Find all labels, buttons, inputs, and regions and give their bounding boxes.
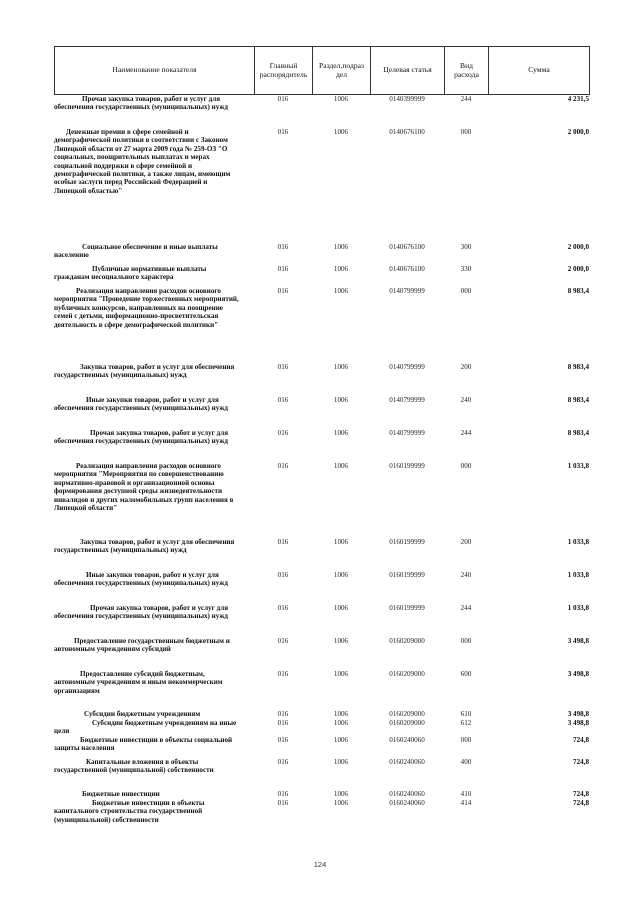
cell-sum: 8 983,4: [567, 429, 589, 437]
cell-name: Бюджетные инвестиции в объекты капитального строительства государственной (муниципальной) собственности: [54, 798, 205, 824]
cell-target: 0160240060: [389, 757, 425, 766]
cell-admin: 016: [277, 243, 289, 251]
cell-sum: 2 000,0: [567, 128, 589, 136]
cell-section: 1006: [333, 735, 349, 744]
cell-section: 1006: [333, 604, 349, 612]
cell-sum: 4 231,5: [567, 95, 589, 103]
cell-section: 1006: [333, 538, 349, 546]
table-row: [54, 736, 589, 758]
table-row: [54, 604, 589, 637]
cell-admin: 016: [277, 538, 289, 546]
cell-admin: 016: [277, 604, 289, 612]
cell-sum: 2 000,0: [567, 265, 589, 273]
cell-name: Реализация направления расходов основного мероприятия "Проведение торжественных мероприятий, публичных конкурсов, направленных на поощрение семей с детьми, информационно-просветительская деятельность в сфере демографической политики": [54, 287, 239, 329]
table-row: [54, 790, 589, 799]
cell-section: 1006: [333, 265, 349, 273]
cell-section: 1006: [333, 670, 349, 678]
cell-sum: 1 033,8: [567, 571, 589, 579]
cell-target: 0160199999: [389, 571, 425, 579]
cell-target: 0160199999: [389, 604, 425, 612]
cell-target: 0140676100: [389, 243, 425, 251]
header-section: Раздел,подраз дел: [313, 47, 371, 95]
header-sum: Сумма: [489, 47, 590, 95]
cell-target: 0140676100: [389, 128, 425, 136]
header-type: Вид расхода: [445, 47, 489, 95]
cell-admin: 016: [277, 462, 289, 470]
cell-admin: 016: [277, 670, 289, 678]
cell-admin: 016: [277, 735, 289, 744]
table-row: [54, 265, 589, 287]
cell-name: Бюджетные инвестиции в объекты социальной защиты населения: [54, 735, 233, 753]
cell-type: 000: [460, 128, 472, 136]
table-row: [54, 538, 589, 571]
cell-name: Предоставление государственным бюджетным и автономным учреждениям субсидий: [54, 637, 230, 654]
table-row: [54, 95, 589, 128]
cell-sum: 3 498,8: [567, 637, 589, 645]
cell-type: 200: [460, 363, 472, 371]
cell-section: 1006: [333, 429, 349, 437]
cell-type: 600: [460, 670, 472, 678]
cell-section: 1006: [333, 363, 349, 371]
cell-name: Субсидии бюджетным учреждениям: [84, 710, 201, 718]
table-row: [54, 462, 589, 538]
cell-name: Реализация направления расходов основного мероприятия "Мероприятия по совершенствованию нормативно-правовой и организационной основы формирования доступной среды жизнедеятельности инвалидов и других маломобильных групп населения в Липецкой области": [54, 462, 234, 513]
cell-sum: 8 983,4: [567, 363, 589, 371]
cell-sum: 1 033,8: [567, 604, 589, 612]
cell-target: 0140799999: [389, 363, 425, 371]
cell-admin: 016: [277, 287, 289, 295]
cell-sum: 3 498,8: [567, 710, 589, 718]
cell-admin: 016: [277, 757, 289, 766]
cell-name: Закупка товаров, работ и услуг для обеспечения государственных (муниципальных) нужд: [54, 538, 235, 555]
cell-sum: 8 983,4: [567, 287, 589, 295]
cell-type: 612: [460, 719, 472, 727]
cell-name: Прочая закупка товаров, работ и услуг для обеспечения государственных (муниципальных) нужд: [54, 604, 229, 621]
cell-type: 300: [460, 243, 472, 251]
table-row: [54, 637, 589, 670]
cell-sum: 724,8: [573, 757, 589, 766]
cell-sum: 3 498,8: [567, 719, 589, 727]
cell-type: 414: [460, 798, 472, 807]
cell-target: 0160209000: [389, 670, 425, 678]
cell-section: 1006: [333, 95, 349, 103]
cell-sum: 724,8: [573, 735, 589, 744]
cell-sum: 3 498,8: [567, 670, 589, 678]
cell-sum: 1 033,8: [567, 538, 589, 546]
cell-name: Бюджетные инвестиции: [82, 789, 160, 798]
table-row: [54, 799, 589, 829]
table-row: [54, 719, 589, 736]
cell-type: 240: [460, 571, 472, 579]
cell-sum: 8 983,4: [567, 396, 589, 404]
cell-section: 1006: [333, 719, 349, 727]
cell-target: 0140676100: [389, 265, 425, 273]
table-body: [54, 95, 589, 829]
cell-admin: 016: [277, 789, 289, 798]
table-row: [54, 670, 589, 710]
cell-admin: 016: [277, 95, 289, 103]
cell-target: 0160209000: [389, 719, 425, 727]
cell-section: 1006: [333, 571, 349, 579]
cell-type: 610: [460, 710, 472, 718]
cell-type: 000: [460, 287, 472, 295]
table-row: [54, 363, 589, 396]
cell-admin: 016: [277, 719, 289, 727]
table-row: [54, 128, 589, 243]
cell-target: 0140799999: [389, 287, 425, 295]
cell-admin: 016: [277, 363, 289, 371]
page-number: 124: [313, 860, 327, 869]
table-row: [54, 571, 589, 604]
cell-target: 0160240060: [389, 798, 425, 807]
cell-section: 1006: [333, 789, 349, 798]
cell-target: 0140399999: [389, 95, 425, 103]
cell-target: 0160199999: [389, 462, 425, 470]
cell-type: 240: [460, 396, 472, 404]
cell-target: 0140799999: [389, 396, 425, 404]
cell-target: 0160240060: [389, 789, 425, 798]
cell-type: 200: [460, 538, 472, 546]
table-row: [54, 758, 589, 790]
cell-section: 1006: [333, 287, 349, 295]
cell-target: 0140799999: [389, 429, 425, 437]
cell-type: 244: [460, 604, 472, 612]
cell-sum: 2 000,0: [567, 243, 589, 251]
cell-type: 000: [460, 462, 472, 470]
table-row: [54, 710, 589, 719]
cell-type: 400: [460, 757, 472, 766]
cell-name: Субсидии бюджетным учреждениям на иные цели: [54, 719, 237, 736]
cell-type: 000: [460, 735, 472, 744]
cell-type: 410: [460, 789, 472, 798]
table-row: [54, 243, 589, 265]
cell-admin: 016: [277, 265, 289, 273]
cell-type: 330: [460, 265, 472, 273]
cell-admin: 016: [277, 798, 289, 807]
cell-section: 1006: [333, 710, 349, 718]
cell-name: Закупка товаров, работ и услуг для обеспечения государственных (муниципальных) нужд: [54, 363, 235, 380]
cell-section: 1006: [333, 462, 349, 470]
cell-name: Иные закупки товаров, работ и услуг для обеспечения государственных (муниципальных) нужд: [54, 396, 228, 413]
cell-section: 1006: [333, 243, 349, 251]
cell-name: Прочая закупка товаров, работ и услуг для обеспечения государственных (муниципальных) нужд: [54, 95, 228, 112]
cell-admin: 016: [277, 710, 289, 718]
cell-section: 1006: [333, 396, 349, 404]
budget-table-sheet: [54, 46, 589, 829]
cell-admin: 016: [277, 396, 289, 404]
cell-admin: 016: [277, 128, 289, 136]
cell-target: 0160209000: [389, 637, 425, 645]
cell-name: Прочая закупка товаров, работ и услуг для обеспечения государственных (муниципальных) нужд: [54, 429, 229, 446]
cell-section: 1006: [333, 128, 349, 136]
cell-target: 0160240060: [389, 735, 425, 744]
cell-type: 244: [460, 429, 472, 437]
cell-sum: 1 033,8: [567, 462, 589, 470]
cell-sum: 724,8: [573, 798, 589, 807]
cell-type: 000: [460, 637, 472, 645]
cell-section: 1006: [333, 757, 349, 766]
cell-target: 0160199999: [389, 538, 425, 546]
cell-name: Капитальные вложения в объекты государственной (муниципальной) собственности: [54, 757, 214, 775]
cell-type: 244: [460, 95, 472, 103]
header-name: Наименование показателя: [55, 47, 255, 95]
cell-sum: 724,8: [573, 789, 589, 798]
cell-admin: 016: [277, 571, 289, 579]
cell-admin: 016: [277, 429, 289, 437]
cell-name: Денежные премии в сфере семейной и демографической политики в соответствии с Законом Липецкой области от 27 марта 2009 года № 259-ОЗ "О социальных, поощрительных выплатах и мерах социальной поддержки в сфере семейной и демографической политики, а также лицам, имеющим особые заслуги перед Российской Федерацией и Липецкой областью": [54, 128, 231, 195]
cell-target: 0160209000: [389, 710, 425, 718]
header-target: Целевая статья: [371, 47, 445, 95]
table-row: [54, 287, 589, 363]
table-row: [54, 429, 589, 462]
cell-section: 1006: [333, 637, 349, 645]
cell-name: Предоставление субсидий бюджетным, автономным учреждениям и иным некоммерческим организациям: [54, 670, 223, 695]
cell-name: Иные закупки товаров, работ и услуг для обеспечения государственных (муниципальных) нужд: [54, 571, 228, 588]
cell-name: Социальное обеспечение и иные выплаты населению: [54, 243, 218, 260]
header-admin: Главный распорядитель: [255, 47, 313, 95]
table-header: [54, 46, 590, 95]
cell-admin: 016: [277, 637, 289, 645]
cell-section: 1006: [333, 798, 349, 807]
table-row: [54, 396, 589, 429]
cell-name: Публичные нормативные выплаты гражданам несоциального характера: [54, 265, 207, 282]
